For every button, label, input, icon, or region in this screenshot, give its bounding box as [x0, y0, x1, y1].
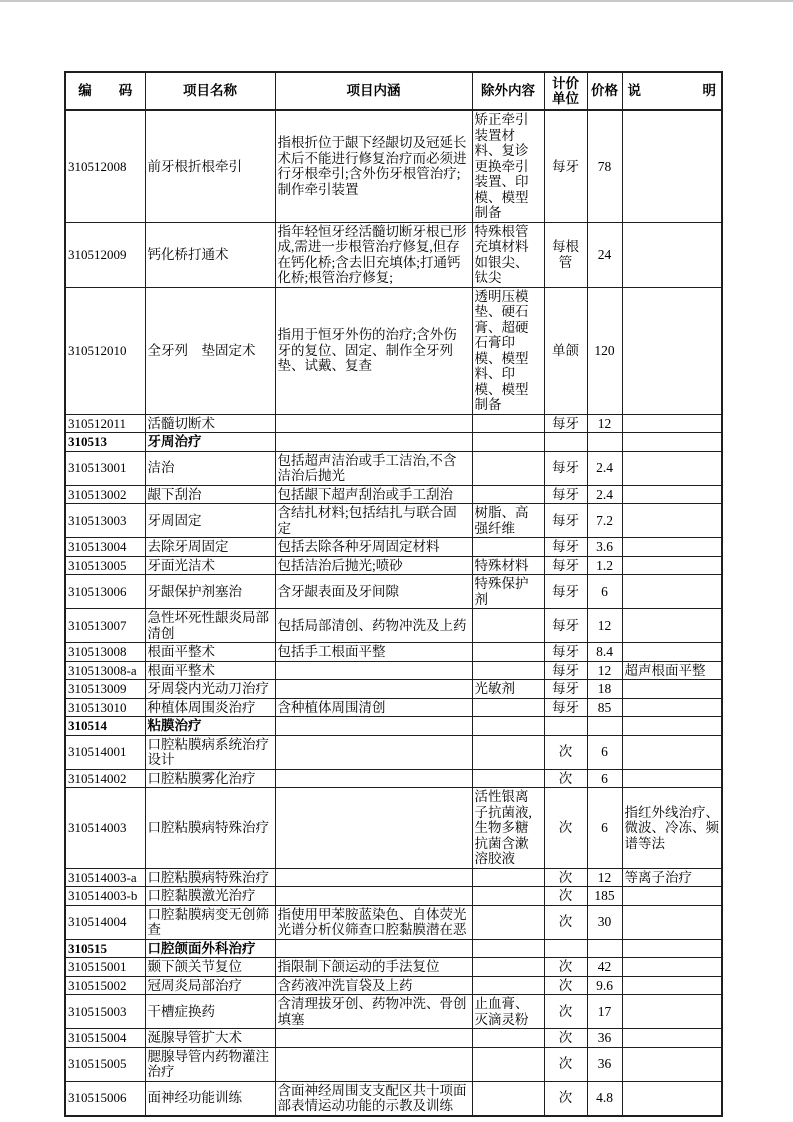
table-row	[65, 905, 722, 939]
cell-content	[275, 868, 472, 887]
cell-note	[622, 538, 722, 557]
cell-unit: 次	[544, 735, 587, 769]
cell-code: 310513	[65, 433, 145, 452]
table-row	[65, 451, 722, 485]
cell-content: 包括洁治后抛光;喷砂	[275, 556, 472, 575]
cell-content	[275, 680, 472, 699]
cell-content	[275, 661, 472, 680]
cell-name: 口腔黏膜病变无创筛查	[145, 905, 275, 939]
cell-price: 12	[587, 868, 622, 887]
cell-name: 牙面光洁术	[145, 556, 275, 575]
cell-price: 1.2	[587, 556, 622, 575]
cell-excluded: 止血膏、灭滴灵粉	[472, 995, 544, 1029]
table-row	[65, 287, 722, 414]
fee-schedule-table	[64, 71, 723, 1117]
cell-content: 含面神经周围支支配区共十项面部表情运动功能的示教及训练	[275, 1081, 472, 1116]
cell-content: 包括局部清创、药物冲洗及上药	[275, 609, 472, 643]
cell-unit: 每牙	[544, 556, 587, 575]
table-row	[65, 769, 722, 788]
cell-note	[622, 939, 722, 958]
cell-name: 活髓切断术	[145, 414, 275, 433]
cell-content: 包括去除各种牙周固定材料	[275, 538, 472, 557]
cell-content	[275, 717, 472, 736]
cell-price: 24	[587, 222, 622, 287]
cell-unit: 次	[544, 905, 587, 939]
cell-excluded	[472, 698, 544, 717]
table-row	[65, 680, 722, 699]
table-row	[65, 1029, 722, 1048]
cell-code: 310513002	[65, 485, 145, 504]
cell-note: 指红外线治疗、微波、冷冻、频谱等法	[622, 788, 722, 869]
cell-code: 310512009	[65, 222, 145, 287]
header-note-right: 明	[702, 83, 716, 99]
cell-unit: 次	[544, 788, 587, 869]
cell-code: 310514003	[65, 788, 145, 869]
cell-unit: 每根管	[544, 222, 587, 287]
cell-name: 牙周固定	[145, 504, 275, 538]
cell-price: 3.6	[587, 538, 622, 557]
cell-code: 310513001	[65, 451, 145, 485]
cell-excluded: 矫正牵引装置材料、复诊更换牵引装置、印模、模型制备	[472, 110, 544, 222]
cell-name: 口腔颌面外科治疗	[145, 939, 275, 958]
cell-unit: 次	[544, 976, 587, 995]
cell-note	[622, 958, 722, 977]
header-unit: 计价单位	[544, 72, 587, 110]
cell-excluded	[472, 887, 544, 906]
cell-code: 310515003	[65, 995, 145, 1029]
cell-code: 310512008	[65, 110, 145, 222]
cell-price: 17	[587, 995, 622, 1029]
cell-name: 根面平整术	[145, 643, 275, 662]
cell-excluded	[472, 433, 544, 452]
cell-content: 含牙龈表面及牙间隙	[275, 575, 472, 609]
cell-content	[275, 1029, 472, 1048]
cell-price	[587, 717, 622, 736]
cell-note	[622, 976, 722, 995]
cell-price: 120	[587, 287, 622, 414]
table-row	[65, 735, 722, 769]
cell-code: 310513003	[65, 504, 145, 538]
cell-excluded	[472, 1047, 544, 1081]
cell-excluded: 活性银离子抗菌液,生物多糖抗菌含漱溶胶液	[472, 788, 544, 869]
cell-unit: 每牙	[544, 110, 587, 222]
cell-price: 185	[587, 887, 622, 906]
cell-price	[587, 433, 622, 452]
table-row	[65, 698, 722, 717]
cell-excluded	[472, 1029, 544, 1048]
cell-excluded	[472, 485, 544, 504]
cell-excluded	[472, 538, 544, 557]
cell-unit: 每牙	[544, 643, 587, 662]
cell-note	[622, 680, 722, 699]
cell-content: 指用于恒牙外伤的治疗;含外伤牙的复位、固定、制作全牙列垫、试戴、复查	[275, 287, 472, 414]
cell-name: 口腔粘膜病特殊治疗	[145, 788, 275, 869]
cell-price: 12	[587, 661, 622, 680]
cell-price: 12	[587, 609, 622, 643]
cell-excluded: 树脂、高强纤维	[472, 504, 544, 538]
cell-name: 牙龈保护剂塞治	[145, 575, 275, 609]
cell-unit: 每牙	[544, 680, 587, 699]
cell-note	[622, 433, 722, 452]
cell-unit: 每牙	[544, 538, 587, 557]
cell-code: 310513004	[65, 538, 145, 557]
cell-unit: 每牙	[544, 661, 587, 680]
cell-unit: 每牙	[544, 451, 587, 485]
cell-note	[622, 643, 722, 662]
cell-excluded	[472, 1081, 544, 1116]
cell-content	[275, 939, 472, 958]
cell-note	[622, 1029, 722, 1048]
cell-unit: 每牙	[544, 609, 587, 643]
cell-name: 粘膜治疗	[145, 717, 275, 736]
cell-code: 310513008-a	[65, 661, 145, 680]
cell-price: 6	[587, 575, 622, 609]
cell-unit: 每牙	[544, 485, 587, 504]
table-row	[65, 958, 722, 977]
table-row	[65, 1081, 722, 1116]
header-price: 价格	[587, 72, 622, 110]
table-row	[65, 643, 722, 662]
table-header	[65, 72, 722, 110]
cell-content: 指根折位于龈下经龈切及冠延长术后不能进行修复治疗而必须进行牙根牵引;含外伤牙根管治疗;制作牵引装置	[275, 110, 472, 222]
cell-name: 颞下颌关节复位	[145, 958, 275, 977]
cell-note: 等离子治疗	[622, 868, 722, 887]
cell-content	[275, 1047, 472, 1081]
table-row	[65, 887, 722, 906]
cell-code: 310515	[65, 939, 145, 958]
cell-note: 超声根面平整	[622, 661, 722, 680]
cell-price: 2.4	[587, 485, 622, 504]
cell-price: 7.2	[587, 504, 622, 538]
cell-note	[622, 717, 722, 736]
cell-excluded	[472, 661, 544, 680]
cell-unit: 次	[544, 958, 587, 977]
cell-content	[275, 788, 472, 869]
section-row	[65, 717, 722, 736]
cell-unit: 次	[544, 1047, 587, 1081]
cell-content: 包括超声洁治或手工洁治,不含洁治后抛光	[275, 451, 472, 485]
table-row	[65, 609, 722, 643]
cell-code: 310514003-b	[65, 887, 145, 906]
cell-code: 310513005	[65, 556, 145, 575]
cell-code: 310513009	[65, 680, 145, 699]
cell-unit	[544, 939, 587, 958]
cell-excluded	[472, 609, 544, 643]
cell-code: 310512010	[65, 287, 145, 414]
cell-excluded	[472, 414, 544, 433]
cell-note	[622, 1047, 722, 1081]
cell-content	[275, 887, 472, 906]
table-row	[65, 1047, 722, 1081]
table-row	[65, 110, 722, 222]
cell-name: 洁治	[145, 451, 275, 485]
cell-unit: 单颌	[544, 287, 587, 414]
cell-name: 种植体周围炎治疗	[145, 698, 275, 717]
cell-name: 腮腺导管内药物灌注治疗	[145, 1047, 275, 1081]
cell-code: 310513010	[65, 698, 145, 717]
cell-content: 含种植体周围清创	[275, 698, 472, 717]
table-row	[65, 485, 722, 504]
cell-note	[622, 222, 722, 287]
cell-price: 2.4	[587, 451, 622, 485]
header-note	[622, 72, 722, 110]
cell-price: 9.6	[587, 976, 622, 995]
cell-excluded	[472, 868, 544, 887]
cell-price: 36	[587, 1029, 622, 1048]
cell-price: 78	[587, 110, 622, 222]
cell-excluded	[472, 769, 544, 788]
cell-name: 涎腺导管扩大术	[145, 1029, 275, 1048]
cell-code: 310515005	[65, 1047, 145, 1081]
cell-name: 干槽症换药	[145, 995, 275, 1029]
cell-unit: 次	[544, 1081, 587, 1116]
cell-note	[622, 451, 722, 485]
table-row	[65, 575, 722, 609]
cell-name: 口腔黏膜激光治疗	[145, 887, 275, 906]
cell-excluded: 特殊根管充填材料如银尖、钛尖	[472, 222, 544, 287]
cell-excluded	[472, 735, 544, 769]
header-name: 项目名称	[145, 72, 275, 110]
cell-name: 急性坏死性龈炎局部清创	[145, 609, 275, 643]
cell-code: 310515004	[65, 1029, 145, 1048]
cell-price: 4.8	[587, 1081, 622, 1116]
cell-name: 牙周治疗	[145, 433, 275, 452]
cell-unit	[544, 433, 587, 452]
cell-code: 310515002	[65, 976, 145, 995]
cell-price: 8.4	[587, 643, 622, 662]
cell-code: 310514002	[65, 769, 145, 788]
cell-code: 310515001	[65, 958, 145, 977]
cell-note	[622, 905, 722, 939]
cell-excluded: 透明压模垫、硬石膏、超硬石膏印模、模型料、印模、模型制备	[472, 287, 544, 414]
cell-content	[275, 735, 472, 769]
cell-unit: 每牙	[544, 414, 587, 433]
cell-price: 18	[587, 680, 622, 699]
cell-name: 口腔粘膜雾化治疗	[145, 769, 275, 788]
cell-unit: 次	[544, 769, 587, 788]
scan-edge-line	[0, 0, 793, 2]
cell-name: 钙化桥打通术	[145, 222, 275, 287]
cell-price: 30	[587, 905, 622, 939]
cell-excluded	[472, 958, 544, 977]
cell-name: 口腔粘膜病系统治疗设计	[145, 735, 275, 769]
cell-excluded	[472, 905, 544, 939]
table-row	[65, 504, 722, 538]
cell-price: 85	[587, 698, 622, 717]
cell-unit: 每牙	[544, 575, 587, 609]
cell-content	[275, 769, 472, 788]
header-excluded: 除外内容	[472, 72, 544, 110]
header-row	[65, 72, 722, 110]
cell-unit	[544, 717, 587, 736]
cell-unit: 次	[544, 995, 587, 1029]
section-row	[65, 939, 722, 958]
cell-content: 含结扎材料;包括结扎与联合固定	[275, 504, 472, 538]
cell-note	[622, 609, 722, 643]
table-body	[65, 110, 722, 1116]
cell-name: 根面平整术	[145, 661, 275, 680]
cell-excluded: 特殊保护剂	[472, 575, 544, 609]
cell-note	[622, 414, 722, 433]
cell-name: 龈下刮治	[145, 485, 275, 504]
header-note-left: 说	[627, 83, 641, 99]
cell-unit: 次	[544, 887, 587, 906]
cell-price: 6	[587, 769, 622, 788]
cell-excluded: 光敏剂	[472, 680, 544, 699]
cell-content	[275, 433, 472, 452]
cell-content: 包括龈下超声刮治或手工刮治	[275, 485, 472, 504]
table-row	[65, 538, 722, 557]
cell-code: 310514001	[65, 735, 145, 769]
header-code: 编 码	[65, 72, 145, 110]
cell-price: 36	[587, 1047, 622, 1081]
table-row	[65, 868, 722, 887]
cell-note	[622, 698, 722, 717]
cell-code: 310513006	[65, 575, 145, 609]
cell-name: 去除牙周固定	[145, 538, 275, 557]
cell-note	[622, 504, 722, 538]
table-row	[65, 661, 722, 680]
cell-note	[622, 1081, 722, 1116]
cell-unit: 每牙	[544, 698, 587, 717]
cell-note	[622, 995, 722, 1029]
cell-unit: 次	[544, 1029, 587, 1048]
cell-code: 310514004	[65, 905, 145, 939]
cell-note	[622, 575, 722, 609]
cell-note	[622, 556, 722, 575]
cell-content	[275, 414, 472, 433]
cell-unit: 次	[544, 868, 587, 887]
cell-note	[622, 769, 722, 788]
cell-content: 含药液冲洗盲袋及上药	[275, 976, 472, 995]
cell-note	[622, 287, 722, 414]
section-row	[65, 433, 722, 452]
cell-content: 包括手工根面平整	[275, 643, 472, 662]
cell-content: 含清理拔牙创、药物冲洗、骨创填塞	[275, 995, 472, 1029]
cell-code: 310513008	[65, 643, 145, 662]
cell-note	[622, 110, 722, 222]
cell-name: 前牙根折根牵引	[145, 110, 275, 222]
cell-excluded	[472, 939, 544, 958]
cell-unit: 每牙	[544, 504, 587, 538]
cell-excluded	[472, 451, 544, 485]
cell-content: 指年轻恒牙经活髓切断牙根已形成,需进一步根管治疗修复,但存在钙化桥;含去旧充填体;打通钙化桥;根管治疗修复;	[275, 222, 472, 287]
table-row	[65, 995, 722, 1029]
cell-price	[587, 939, 622, 958]
cell-price: 6	[587, 735, 622, 769]
cell-name: 牙周袋内光动刀治疗	[145, 680, 275, 699]
cell-name: 口腔粘膜病特殊治疗	[145, 868, 275, 887]
cell-name: 冠周炎局部治疗	[145, 976, 275, 995]
cell-price: 12	[587, 414, 622, 433]
cell-price: 6	[587, 788, 622, 869]
cell-price: 42	[587, 958, 622, 977]
table-row	[65, 222, 722, 287]
cell-code: 310513007	[65, 609, 145, 643]
cell-note	[622, 735, 722, 769]
cell-code: 310515006	[65, 1081, 145, 1116]
cell-excluded	[472, 976, 544, 995]
table-row	[65, 976, 722, 995]
cell-code: 310514003-a	[65, 868, 145, 887]
cell-excluded	[472, 717, 544, 736]
table-row	[65, 788, 722, 869]
cell-excluded	[472, 643, 544, 662]
cell-content: 指限制下颌运动的手法复位	[275, 958, 472, 977]
cell-name: 面神经功能训练	[145, 1081, 275, 1116]
table-row	[65, 556, 722, 575]
cell-note	[622, 887, 722, 906]
header-content: 项目内涵	[275, 72, 472, 110]
cell-code: 310512011	[65, 414, 145, 433]
cell-name: 全牙列 垫固定术	[145, 287, 275, 414]
cell-code: 310514	[65, 717, 145, 736]
cell-content: 指使用甲苯胺蓝染色、自体荧光光谱分析仪筛查口腔黏膜潜在恶	[275, 905, 472, 939]
cell-excluded: 特殊材料	[472, 556, 544, 575]
table-row	[65, 414, 722, 433]
cell-note	[622, 485, 722, 504]
